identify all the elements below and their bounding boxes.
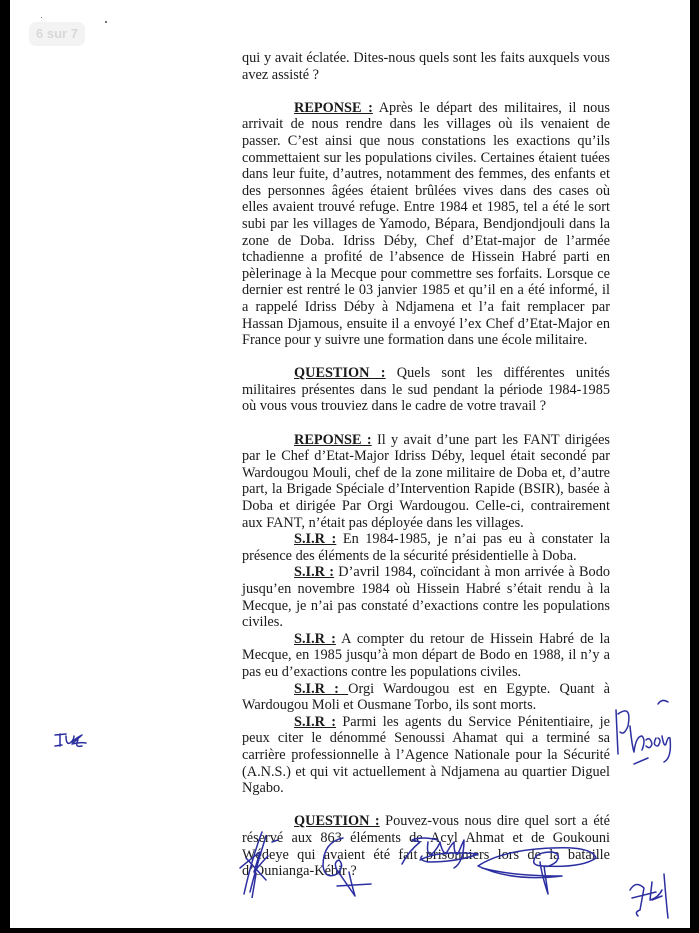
paragraph-text: Parmi les agents du Service Pénitentiaire, je peux citer le dénommé Senoussi Ahamat qui a terminé sa carrière professionnelle à l’Agence Nationale pour la Sécurité (A.N.S.) et qui vit actuellement à Ndjamena au quartier Diguel Ngabo. xyxy=(242,713,610,797)
sir-label: S.I.R : xyxy=(294,713,337,730)
bottom-signature-4 xyxy=(472,836,602,896)
document-page xyxy=(10,0,690,928)
sir-paragraph xyxy=(242,714,610,797)
bottom-signature-2 xyxy=(315,832,385,902)
paragraph-text: Quels sont les différentes unités militaires présentes dans le sud pendant la période 1984-1985 où vous vous trouviez dans le cadre de votre travail ? xyxy=(242,365,610,415)
sir-paragraph xyxy=(242,681,610,714)
sir-label: S.I.R : xyxy=(294,564,335,581)
response-label: REPONSE : xyxy=(294,99,373,116)
document-body xyxy=(242,50,610,880)
question-continuation xyxy=(242,50,610,83)
page-indicator: 6 sur 7 xyxy=(29,22,85,46)
paragraph-text: Orgi Wardougou est en Egypte. Quant à Wardougou Moli et Ousmane Torbo, ils sont morts. xyxy=(242,680,610,714)
question-label: QUESTION : xyxy=(294,813,380,830)
bottom-initials xyxy=(626,870,676,922)
paragraph-text: Pouvez-vous nous dire quel sort a été réservé aux 863 éléments de Acyl Ahmat et de Goukouni Wédeye qui avaient été fait prisonniers lors de la bataille d’Ounianga-Kébir ? xyxy=(242,813,610,880)
sir-paragraph xyxy=(242,531,610,564)
question-paragraph xyxy=(242,365,610,415)
paragraph-text: D’avril 1984, coïncidant à mon arrivée à Bodo jusqu’en novembre 1984 où Hissein Habré s’était rendu à la Mecque, je n’ai pas constaté d’exactions contre les populations civiles. xyxy=(242,564,610,631)
response-paragraph xyxy=(242,432,610,532)
paragraph-text: Après le départ des militaires, il nous arrivait de nous rendre dans les villages où ils venaient de passer. C’est ainsi que nous constations les exactions qu’ils commettaient sur les populations civiles. Certaines étaient tuées dans leur fuite, d’autres, notamment des femmes, des enfants et des personnes âgées étaient brûlées vives dans des cases où elles avaient trouvé refuge. Entre 1984 et 1985, tel a été le sort subi par les villages de Yamodo, Bépara, Bendjondjouli dans la zone de Doba. Idriss Déby, Chef d’Etat-major de l’armée tchadienne a profité de l’absence de Hissein Habré parti en pèlerinage à la Mecque pour commettre ses forfaits. Lorsque ce dernier est rentré le 03 janvier 1985 et qu’il en a été informé, il a rappelé Idriss Déby à Ndjamena et l’a fait remplacer par Hassan Djamous, ensuite il a envoyé l’ex Chef d’Etat-Major en France pour y suivre une formation dans une école militaire. xyxy=(242,99,610,349)
margin-initials-left xyxy=(52,728,92,752)
paragraph-text: A compter du retour de Hissein Habré de la Mecque, en 1985 jusqu’à mon départ de Bodo en 1988, il n’y a pas eu d’exactions contre les populations civiles. xyxy=(242,630,610,680)
scan-speck xyxy=(41,17,42,18)
sir-label: S.I.R : xyxy=(294,630,336,647)
sir-label: S.I.R : xyxy=(294,531,337,548)
paragraph-text: Il y avait d’une part les FANT dirigées par le Chef d’Etat-Major Idriss Déby, lequel était secondé par Wardougou Mouli, chef de la zone militaire de Doba et, d’autre part, la Brigade Spéciale d’Intervention Rapide (BSIR), basée à Doba et dirigée Par Orgi Wardougou. Celle-ci, contrairement aux FANT, n’était pas déployée dans les villages. xyxy=(242,431,610,531)
sir-paragraph xyxy=(242,564,610,630)
question-label: QUESTION : xyxy=(294,365,386,382)
sir-paragraph xyxy=(242,631,610,681)
bottom-signature-1 xyxy=(232,828,282,898)
scan-speck xyxy=(105,21,107,23)
response-label: REPONSE : xyxy=(294,431,372,448)
sir-label: S.I.R : xyxy=(294,680,349,697)
paragraph-text: qui y avait éclatée. Dites-nous quels sont les faits auxquels vous avez assisté ? xyxy=(242,50,610,83)
margin-signature-right xyxy=(612,696,682,766)
response-paragraph xyxy=(242,100,610,349)
paragraph-text: En 1984-1985, je n’ai pas eu à constater la présence des éléments de la sécurité présidentielle à Doba. xyxy=(242,531,610,564)
